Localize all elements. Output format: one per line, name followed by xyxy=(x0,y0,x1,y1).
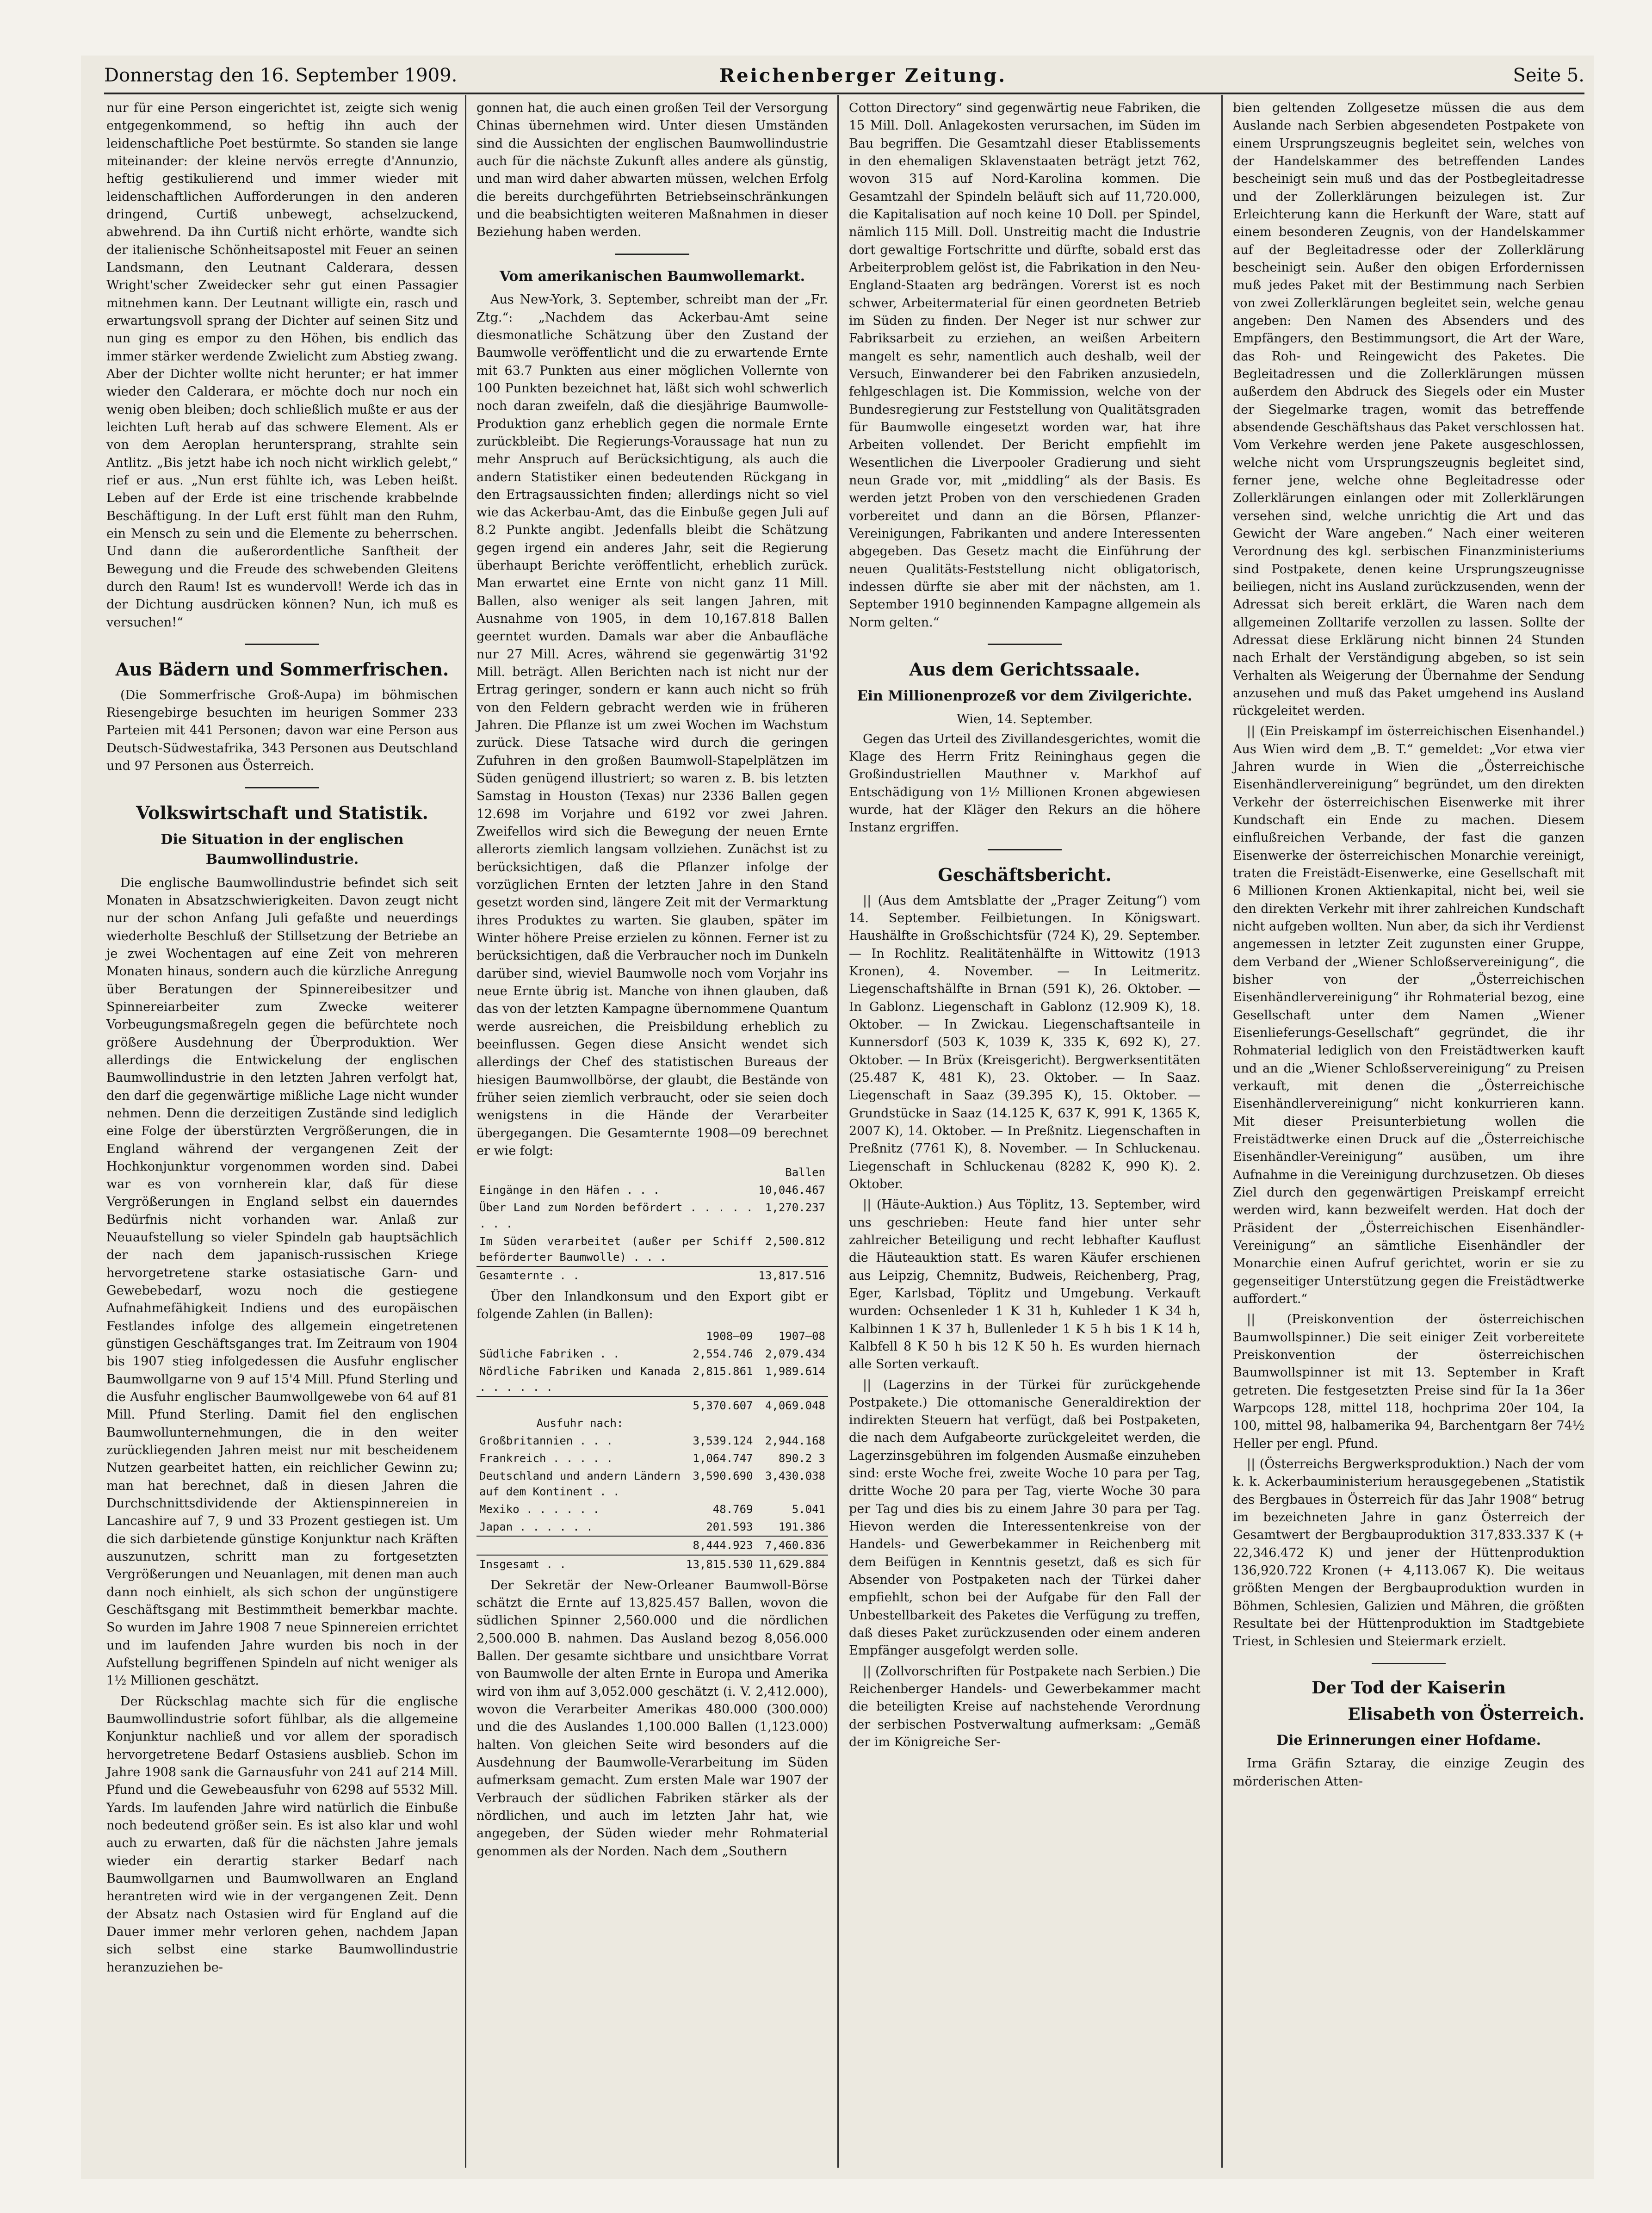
article-paragraph: || (Lagerzins in der Türkei für zurückgehende Postpakete.) Die ottomanische Generaldirektion der indirekten Steuern hat verfügt, daß bei Postpaketen, die nach dem Aufgabeorte zurückgeleitet werden, die Lagerzinsgebühren im folgenden Ausmaße einzuheben sind: erste Woche frei, zweite Woche 10 para per Tag, dritte Woche 20 para per Tag, vierte Woche 30 para per Tag und dies bis zu einem Jahre 30 para per Tag. Hievon werden die Interessentenkreise von der Handels- und Gewerbekammer in Reichenberg mit dem Beifügen in Kenntnis gesetzt, daß es sich für Absender von Postpaketen nach der Türkei daher empfiehlt, schon bei der Aufgabe für den Fall der Unbestellbarkeit des Paketes die Verfügung zu treffen, daß dieses Paket zurückzusenden oder einem anderen Empfänger ausgefolgt werden solle. xyxy=(849,1377,1200,1658)
separator-rule xyxy=(615,254,689,255)
article-subheading: Die Erinnerungen einer Hofdame. xyxy=(1276,1732,1541,1748)
article-continuation: Cotton Directory“ sind gegenwärtig neue Fabriken, die 15 Mill. Doll. Anlagekosten verursachen, im Süden im Bau begriffen. Die Gesamtzahl dieser Etablissements in den ehemaligen Sklavenstaaten beträgt jetzt 762, wovon 315 auf Nord-Karolina kommen. Die Gesamtzahl der Spindeln beläuft sich auf 11,720.000, die Kapitalisation auf noch keine 10 Doll. per Spindel, nämlich 115 Mill. Doll. Unstreitig macht die Industrie dort gewaltige Fortschritte und dürfte, sobald erst das Arbeiterproblem gelöst ist, die Fabrikation in den Neu-England-Staaten arg bedrängen. Vorerst ist es noch schwer, Arbeitermaterial für einen geordneten Betrieb im Süden zu finden. Der Neger ist nur schwer zur Fabriksarbeit zu erziehen, an weißen Arbeitern mangelt es sehr, namentlich auch deshalb, weil der Versuch, Einwanderer bei den Fabriken anzusiedeln, fehlgeschlagen ist. Die Kommission, welche von der Bundesregierung zur Feststellung von Qualitätsgraden für Baumwolle eingesetzt worden war, hat ihre Arbeiten vollendet. Der Bericht empfiehlt im Wesentlichen die Liverpooler Gradierung und sieht neun Grade vor, mit „middling“ als der Basis. Es werden jetzt Proben von den verschiedenen Graden vorbereitet und dann an die Börsen, Pflanzer-Vereinigungen, Fabrikanten und andere Interessenten abgegeben. Das Gesetz macht die Einführung der neuen Qualitäts-Feststellung nicht obligatorisch, indessen dürfte sie aber mit der nächsten, am 1. September 1910 beginnenden Kampagne allgemein als Norm gelten.“ xyxy=(849,101,1200,630)
consumption-table xyxy=(476,1327,828,1573)
table-cell-label: Nördliche Fabriken und Kanada . . . . . . xyxy=(479,1364,681,1394)
table-cell-value: 201.593 xyxy=(706,1520,753,1534)
table-cell-label: Mexiko . . . . . . xyxy=(479,1503,600,1516)
table-cell-label: Insgesamt . . xyxy=(476,1555,683,1573)
table-cell-value: 2,500.812 xyxy=(765,1234,825,1248)
article-paragraph: || (Aus dem Amtsblatte der „Prager Zeitung“) vom 14. September. Feilbietungen. In Königswart. Haushälfte in Großschichtsfür (724 K), 29. September. — In Rochlitz. Realitätenhälfte in Wittowitz (1913 Kronen), 4. November. — In Leitmeritz. Liegenschaftshälfte in Brnan (591 K), 26. Oktober. — In Gablonz. Liegenschaft in Gablonz (12.909 K), 18. Oktober. — In Zwickau. Liegenschaftsanteile in Kunnersdorf (503 K, 1039 K, 335 K, 692 K), 27. Oktober. — In Brüx (Kreisgericht). Bergwerksentitäten (25.487 K, 481 K), 23. Oktober. — In Saaz. Liegenschaft in Saaz (39.395 K), 15. Oktober. — Grundstücke in Saaz (14.125 K, 637 K, 991 K, 1365 K, 2007 K), 14. Oktober. — In Preßnitz. Liegenschaften in Preßnitz (7761 K), 8. November. — In Schluckenau. Liegenschaft in Schluckenau (8282 K, 990 K). 2. Oktober. xyxy=(849,893,1200,1191)
table-cell-value: 13,815.530 xyxy=(683,1555,756,1573)
table-row xyxy=(476,1266,828,1284)
table-cell-value: 3,590.690 xyxy=(693,1469,753,1483)
article-paragraph: Der Sekretär der New-Orleaner Baumwoll-Börse schätzt die Ernte auf 13,825.457 Ballen, wovon die südlichen Spinner 2,560.000 und die nördlichen 2,500.000 B. nahmen. Das Ausland bezog 8,056.000 Ballen. Der gesamte sichtbare und unsichtbare Vorrat von Baumwolle der alten Ernte in Europa und Amerika wird von ihm auf 3,052.000 geschätzt (i. V. 2,412.000), wovon die Verarbeiter Amerikas 480.000 (300.000) und die des Auslandes 1,100.000 Ballen (1,123.000) halten. Von gleichen Seite wird besonders auf die Ausdehnung der Baumwolle-Verarbeitung im Süden aufmerksam gemacht. Zum ersten Male war 1907 der Verbrauch der südlichen Fabriken stärker als der nördlichen, und auch im letzten Jahr hat, wie angegeben, der Süden wieder mehr Rohmaterial genommen als der Norden. Nach dem „Southern xyxy=(476,1578,828,1859)
section-heading-gerichtssaal: Aus dem Gerichtssaale. xyxy=(909,658,1140,680)
article-heading-line2: Elisabeth von Österreich. xyxy=(1348,1704,1584,1724)
table-header: 1907—08 xyxy=(778,1329,825,1343)
table-cell-value: 1,270.237 xyxy=(765,1201,825,1215)
dateline: Wien, 14. September. xyxy=(957,712,1093,727)
table-cell-label: Südliche Fabriken . . xyxy=(479,1347,620,1360)
separator-rule xyxy=(245,787,319,788)
article-paragraph: Die englische Baumwollindustrie befindet sich seit Monaten in Absatzschwierigkeiten. Davon zeugt nicht nur der schon Anfang Juli gefaßte und neuerdings wiederholte Beschluß der Stillsetzung der Betriebe an je zwei Wochentagen auf eine Zeit von mehreren Monaten hinaus, sondern auch die kürzliche Anregung über Beratungen der Spinnereibesitzer und Spinnereiarbeiter zum Zwecke weiterer Vorbeugungsmaßregeln gegen die befürchtete noch größere Ausdehnung der Überproduktion. Wer allerdings die Entwickelung der englischen Baumwollindustrie in den letzten Jahren verfolgt hat, den darf die gegenwärtige mißliche Lage nicht wunder nehmen. Denn die derzeitigen Zustände sind lediglich eine Folge der überstürzten Vergrößerungen, die in England während der vergangenen Zeit der Hochkonjunktur vorgenommen worden sind. Dabei war es von vornherein klar, daß für diese Vergrößerungen in England selbst ein dauerndes Bedürfnis nicht vorhanden war. Anlaß zur Neuaufstellung so vieler Spindeln gab hauptsächlich der nach dem japanisch-russischen Kriege hervorgetretene starke ostasiatische Garn- und Gewebebedarf, wozu noch die gestiegene Aufnahmefähigkeit Indiens und des europäischen Festlandes infolge des allgemein eingetretenen günstigen Geschäftsganges trat. Im Zeitraum von 1904 bis 1907 stieg infolgedessen die Ausfuhr englischer Baumwollgarne von 9 auf 15'4 Mill. Pfund Sterling und die Ausfuhr englischer Baumwollgewebe von 64 auf 81 Mill. Pfund Sterling. Damit fiel den englischen Baumwollunternehmungen, die in den weiter zurückliegenden Jahren meist nur mit bescheidenem Nutzen gearbeitet hatten, ein reichlicher Gewinn zu; man hat berechnet, daß in diesen Jahren die Durchschnittsdividende der Aktienspinnereien in Lancashire auf 7, 9 und 33 Prozent gestiegen ist. Um die sich darbietende günstige Konjunktur nach Kräften auszunutzen, schritt man zu fortgesetzten Vergrößerungen und Neuanlagen, mit denen man auch dann noch einhielt, als sich schon der ungünstigere Geschäftsgang mit Bestimmtheit bemerkbar machte. So wurden im Jahre 1908 7 neue Spinnereien errichtet und im laufenden Jahre wurden bis noch in der Aufstellung begriffenen Spindeln auf nicht weniger als 1½ Millionen geschätzt. xyxy=(106,875,458,1688)
article-paragraph: Gegen das Urteil des Zivillandesgerichtes, womit die Klage des Herrn Fritz Reininghaus gegen die Großindustriellen Mauthner v. Markhof auf Entschädigung von 1½ Millionen Kronen abgewiesen wurde, hat der Kläger den Rekurs an die höhere Instanz ergriffen. xyxy=(849,731,1200,835)
table-row xyxy=(476,1500,828,1518)
table-header: Ballen xyxy=(785,1166,825,1179)
table-cell-value: 1,989.614 xyxy=(765,1364,825,1378)
table-cell-label: Ausfuhr nach: xyxy=(536,1416,624,1430)
table-row xyxy=(476,1450,828,1467)
article-subheading: Die Situation in der englischen Baumwollindustrie. xyxy=(161,831,404,868)
section-heading-volkswirtschaft: Volkswirtschaft und Statistik. xyxy=(136,802,428,824)
table-row xyxy=(476,1536,828,1555)
table-row xyxy=(476,1345,828,1363)
table-cell-value: 191.386 xyxy=(778,1520,825,1534)
masthead xyxy=(104,65,1584,93)
masthead-date: Donnerstag den 16. September 1909. xyxy=(104,65,458,86)
separator-rule xyxy=(1372,1663,1446,1664)
table-cell-value: 3,430.038 xyxy=(765,1469,825,1483)
table-row xyxy=(476,1518,828,1536)
table-cell-label: Eingänge in den Häfen . . . xyxy=(479,1184,660,1197)
table-row xyxy=(476,1432,828,1450)
article-paragraph: || (Österreichs Bergwerksproduktion.) Nach der vom k. k. Ackerbauministerium herausgegebenen „Statistik des Bergbaues in Österreich für das Jahr 1908“ betrug im bezeichneten Jahre in ganz Österreich der Gesamtwert der Bergbauproduktion 317,833.337 K (+ 22,346.472 K) und jener der Hüttenproduktion 136,920.722 Kronen (+ 4,113.067 K). Die weitaus größten Mengen der Bergbauproduktion wurden in Böhmen, Schlesien, Galizien und Mähren, die größten Resultate bei der Hüttenproduktion im Stadtgebiete Triest, in Schlesien und Steiermark erzielt. xyxy=(1233,1457,1584,1649)
table-cell-label: Frankreich . . . . . xyxy=(479,1452,613,1465)
column-2 xyxy=(476,99,828,1863)
table-cell-value: 2,815.861 xyxy=(693,1364,753,1378)
table-cell-value: 48.769 xyxy=(712,1503,753,1516)
table-cell-value: 7,460.836 xyxy=(756,1536,829,1555)
separator-rule xyxy=(245,644,319,645)
table-cell-label xyxy=(476,1396,683,1414)
table-cell-value xyxy=(683,1414,756,1432)
article-heading-baumwollemarkt: Vom amerikanischen Baumwollemarkt. xyxy=(499,268,805,285)
table-row xyxy=(476,1199,828,1232)
table-cell-value: 2,554.746 xyxy=(693,1347,753,1360)
column-rule xyxy=(465,95,466,2168)
masthead-title: Reichenberger Zeitung. xyxy=(719,65,1007,87)
table-cell-value: 8,444.923 xyxy=(683,1536,756,1555)
table-cell-value xyxy=(756,1414,829,1432)
table-row xyxy=(476,1363,828,1396)
table-cell-label: Über Land zum Norden befördert . . . . . . . . xyxy=(479,1201,753,1230)
table-cell-value: 5.041 xyxy=(792,1503,825,1516)
table-cell-value: 5,370.607 xyxy=(683,1396,756,1414)
table-cell-label: Gesamternte . . xyxy=(476,1266,756,1284)
table-cell-label: Großbritannien . . . xyxy=(479,1434,613,1447)
column-rule xyxy=(837,95,839,2168)
separator-rule xyxy=(988,849,1062,850)
table-row xyxy=(476,1555,828,1573)
article-paragraph: Über den Inlandkonsum und den Export gibt er folgende Zahlen (in Ballen): xyxy=(476,1289,828,1322)
table-cell-label: Deutschland und andern Ländern auf dem Kontinent . . xyxy=(479,1469,681,1499)
table-row xyxy=(476,1396,828,1414)
article-paragraph: || (Ein Preiskampf im österreichischen Eisenhandel.) Aus Wien wird dem „B. T.“ gemeldet: „Vor etwa vier Jahren wurde in Wien die „Österreichische Eisenhändlervereinigung“ begründet, um den direkten Verkehr der österreichischen Eisenwerke mit ihrer Kundschaft ein Ende zu machen. Diesem einflußreichen Verbande, der fast die ganzen Eisenwerke der österreichischen Monarchie vereinigt, traten die Freistädt-Eisenwerke, eine Gesellschaft mit 6 Millionen Kronen Aktienkapital, nicht bei, weil sie den direkten Verkehr mit ihrer zahlreichen Kundschaft nicht aufgeben wollten. Nun aber, da sich ihr Verdienst angemessen in letzter Zeit zugunsten einer Gruppe, dem Verband der „Wiener Schloßservereinigung“, die bisher von der „Österreichischen Eisenhändlervereinigung“ ihr Rohmaterial bezog, eine Gesellschaft unter dem Namen „Wiener Eisenlieferungs-Gesellschaft“ gegründet, die ihr Rohmaterial lediglich von den Freistädtwerken kauft und an die „Wiener Schloßservereinigung“ zu Preisen verkauft, mit denen die „Österreichische Eisenhändlervereinigung“ nicht konkurrieren kann. Mit dieser Preisunterbietung wollen die Freistädtwerke einen Druck auf die „Österreichische Eisenhändler-Vereinigung“ ausüben, um ihre Aufnahme in die Vereinigung durchzusetzen. Ob dieses Ziel durch den gegenwärtigen Preiskampf erreicht werden wird, kann bezweifelt werden. Hat doch der Präsident der „Österreichischen Eisenhändler-Vereinigung“ an sämtliche Eisenhändler der Monarchie einen Aufruf gerichtet, worin er sie zu gegenseitiger Unterstützung gegen die Freistädtwerke auffordert.“ xyxy=(1233,724,1584,1306)
table-cell-value: 1,064.747 xyxy=(693,1452,753,1465)
table-cell-label: Im Süden verarbeitet (außer per Schiff beförderter Baumwolle) . . . xyxy=(479,1234,753,1264)
article-paragraph: Aus New-York, 3. September, schreibt man der „Fr. Ztg.“: „Nachdem das Ackerbau-Amt seine diesmonatliche Schätzung über den Zustand der Baumwolle veröffentlicht und die zu erwartende Ernte mit 63.7 Punkten aus einer möglichen Vollernte von 100 Punkten bezeichnet hat, läßt sich wohl schwerlich noch daran zweifeln, daß die diesjährige Baumwolle-Produktion ganz erheblich gegen die normale Ernte zurückbleibt. Die Regierungs-Voraussage hat nun zu mehr Anspruch auf Berücksichtigung, als auch die andern Statistiker einen bedeutenden Rückgang in den Ertragsaussichten finden; allerdings nicht so viel wie das Ackerbau-Amt, das die Einbuße gegen Juli auf 8.2 Punkte angibt. Jedenfalls bleibt die Schätzung gegen irgend ein anderes Jahr, seit die Regierung überhaupt Berichte veröffentlicht, erheblich zurück. Man erwartet eine Ernte von nicht ganz 11 Mill. Ballen, also weniger als seit langen Jahren, mit Ausnahme von 1905, in dem 10,167.818 Ballen geerntet wurden. Damals war aber die Anbaufläche nur 27 Mill. Acres, während sie gegenwärtig 31'92 Mill. beträgt. Allen Berichten nach ist nicht nur der Ertrag geringer, sondern er kann auch nicht so früh von den Feldern gebracht werden wie in früheren Jahren. Die Pflanze ist um zwei Wochen im Wachstum zurück. Diese Tatsache wird durch die geringen Zufuhren in den großen Baumwoll-Stapelplätzen im Süden genügend illustriert; so waren z. B. bis letzten Samstag in Houston (Texas) nur 2336 Ballen gegen 12.698 im Vorjahre und 6192 vor zwei Jahren. Zweifellos wird sich die Bewegung der neuen Ernte allerorts ziemlich langsam vollziehen. Zunächst ist zu berücksichtigen, daß die Pflanzer infolge der vorzüglichen Ernten der letzten Jahre in den Stand gesetzt worden sind, längere Zeit mit der Vermarktung ihres Produktes zu warten. Sie glauben, später im Winter höhere Preise erzielen zu können. Ferner ist zu berücksichtigen, daß die Verbraucher noch im Dunkeln darüber sind, wieviel Baumwolle noch vom Vorjahr ins neue Ernte übrig ist. Manche von ihnen glauben, daß das von der letzten Kampagne übernommene Quantum werde ausreichen, die Preisbildung erheblich zu beeinflussen. Gegen diese Ansicht wendet sich allerdings der Chef des statistischen Bureaus der hiesigen Baumwollbörse, der glaubt, die Bestände von früher seien ziemlich verbraucht, oder sie seien doch wenigstens in die Hände der Verarbeiter übergegangen. Die Gesamternte 1908—09 berechnet er wie folgt: xyxy=(476,292,828,1158)
baeder-paragraph: (Die Sommerfrische Groß-Aupa) im böhmischen Riesengebirge besuchten im heurigen Sommer 233 Parteien mit 441 Personen; davon war eine Person aus Deutsch-Südwestafrika, 343 Personen aus Deutschland und 97 Personen aus Österreich. xyxy=(106,688,458,774)
table-row xyxy=(476,1414,828,1432)
section-heading-geschaeftsbericht: Geschäftsbericht. xyxy=(938,864,1112,885)
article-subheading: Ein Millionenprozeß vor dem Zivilgerichte. xyxy=(857,688,1193,704)
masthead-page-number: Seite 5. xyxy=(1513,65,1584,86)
article-paragraph: || (Häute-Auktion.) Aus Töplitz, 13. September, wird uns geschrieben: Heute fand hier unter sehr zahlreicher Beteiligung und recht lebhafter Kauflust die Häuteauktion statt. Es waren Käufer erschienen aus Leipzig, Chemnitz, Budweis, Reichenberg, Prag, Eger, Karlsbad, Töplitz und Umgebung. Verkauft wurden: Ochsenleder 1 K 31 h, Kuhleder 1 K 34 h, Kalbinnen 1 K 37 h, Bullenleder 1 K 5 h bis 1 K 14 h, Kalbfell 8 K 50 h bis 12 K 50 h. Es wurden hiernach alle Sorten verkauft. xyxy=(849,1197,1200,1372)
table-cell-value: 10,046.467 xyxy=(758,1184,825,1197)
article-paragraph: || (Preiskonvention der österreichischen Baumwollspinner.) Die seit einiger Zeit vorbereitete Preiskonvention der österreichischen Baumwollspinner ist mit 13. September in Kraft getreten. Die festgesetzten Preise sind für Ia 1a 36er Warpcops 128, mittel 118, hochprima 20er 104, Ia 100, mittel 98, halbamerika 94, Barchentgarn 8er 74½ Heller per engl. Pfund. xyxy=(1233,1312,1584,1451)
column-rule xyxy=(1221,95,1223,2168)
article-paragraph: Der Rückschlag machte sich für die englische Baumwollindustrie sofort fühlbar, als die allgemeine Konjunktur nachließ und vor allem der sporadisch hervorgetretene Bedarf Ostasiens ausblieb. Schon im Jahre 1908 sank die Garnausfuhr von 241 auf 214 Mill. Pfund und die Gewebeausfuhr von 6298 auf 5532 Mill. Yards. Im laufenden Jahre wird natürlich die Einbuße noch bedeutend größer sein. Es ist also klar und wohl auch zu erwarten, daß für die nächsten Jahre jemals wieder ein derartig starker Bedarf nach Baumwollgarnen und Baumwollwaren an England herantreten wird wie in der vergangenen Zeit. Denn der Absatz nach Ostasien wird für England auf die Dauer immer mehr verloren gehen, nachdem Japan sich selbst eine starke Baumwollindustrie heranzuziehen be- xyxy=(106,1694,458,1975)
table-cell-value: 2,079.434 xyxy=(765,1347,825,1360)
table-row xyxy=(476,1467,828,1500)
table-row xyxy=(476,1181,828,1199)
column-4 xyxy=(1233,99,1584,1793)
table-cell-label: Japan . . . . . . xyxy=(479,1520,593,1534)
column-3 xyxy=(849,99,1200,1754)
table-cell-value: 2,944.168 xyxy=(765,1434,825,1447)
article-continuation: gonnen hat, die auch einen großen Teil der Versorgung Chinas übernehmen wird. Unter diesen Umständen sind die Aussichten der englischen Baumwollindustrie auch für die nächste Zukunft alles andere als günstig, und man wird daher abwarten müssen, welchen Erfolg die bereits durchgeführten Betriebseinschränkungen und die beabsichtigten weiteren Maßnahmen in dieser Beziehung haben werden. xyxy=(476,101,828,240)
table-cell-label xyxy=(476,1536,683,1555)
article-continuation: bien geltenden Zollgesetze müssen die aus dem Auslande nach Serbien abgesendeten Postpakete von einem Ursprungszeugnis begleitet sein, welches von der Handelskammer des betreffenden Landes bescheinigt sein muß und das der Postbegleitadresse und der Zollerklärungen beizulegen ist. Zur Erleichterung kann die Herkunft der Ware, statt auf einem besonderen Zeugnis, von der Handelskammer auf der Begleitadresse oder der Zollerklärung bescheinigt sein. Außer den obigen Erfordernissen muß jedes Paket mit der Bestimmung nach Serbien von zwei Zollerklärungen begleitet sein, welche genau angeben: Den Namen des Absenders und des Empfängers, den Bestimmungsort, die Art der Ware, das Roh- und Reingewicht des Paketes. Die Begleitadressen und die Zollerklärungen müssen außerdem den Abdruck des Siegels oder ein Muster der Siegelmarke tragen, womit das betreffende absendende Geschäftshaus das Paket verschlossen hat. Vom Verkehre werden jene Pakete ausgeschlossen, welche nicht vom Ursprungszeugnis begleitet sind, ferner jene, welche ohne Begleitadresse oder Zollerklärungen einlangen oder mit Zollerklärungen versehen sind, welche unrichtig die Art und das Gewicht der Ware angeben.“ Nach einer weiteren Verordnung des kgl. serbischen Finanzministeriums sind Postpakete, denen keine Ursprungszeugnisse beiliegen, nicht ins Ausland zurückzusenden, wenn der Adressat sich bereit erklärt, die Waren nach dem allgemeinen Zolltarife verzollen zu lassen. Sollte der Adressat diese Erklärung nicht binnen 24 Stunden nach Erhalt der Verständigung abgeben, so ist sein Verhalten als Weigerung der Übernahme der Sendung anzusehen und muß das Paket umgehend ins Ausland rückgeleitet werden. xyxy=(1233,101,1584,719)
section-heading-baeder: Aus Bädern und Sommerfrischen. xyxy=(115,658,449,680)
table-cell-value: 890.2 3 xyxy=(778,1452,825,1465)
table-cell-value: 11,629.884 xyxy=(756,1555,829,1573)
table-header: 1908—09 xyxy=(706,1329,753,1343)
table-cell-value: 4,069.048 xyxy=(756,1396,829,1414)
article-paragraph: Irma Gräfin Sztaray, die einzige Zeugin des mörderischen Atten- xyxy=(1233,1756,1584,1789)
table-row xyxy=(476,1233,828,1266)
article-paragraph: || (Zollvorschriften für Postpakete nach Serbien.) Die Reichenberger Handels- und Gewerbekammer macht die beteiligten Kreise auf nachstehende Verordnung der serbischen Postverwaltung aufmerksam: „Gemäß der im Königreiche Ser- xyxy=(849,1664,1200,1750)
article-continuation: nur für eine Person eingerichtet ist, zeigte sich wenig entgegenkommend, so heftig ihn auch der leidenschaftliche Poet bestürmte. So standen sie lange miteinander: der kleine nervös erregte d'Annunzio, heftig gestikulierend und immer wieder mit leidenschaftlichen Aufforderungen in den anderen dringend, Curtiß unbewegt, achselzuckend, abwehrend. Da ihn Curtiß nicht erhörte, wandte sich der italienische Schönheitsapostel mit Feuer an seinen Landsmann, den Leutnant Calderara, dessen Wright'scher Zweidecker sehr gut einen Passagier mitnehmen kann. Der Leutnant willigte ein, rasch und erwartungsvoll sprang der Dichter auf seinen Sitz und nun ging es empor zu den Höhen, bis endlich das immer stärker werdende Zwielicht zum Abstieg zwang. Aber der Dichter wollte nicht herunter; er hat immer wieder den Calderara, er möchte doch nur noch ein wenig oben bleiben; doch schließlich mußte er aus der leichten Luft herab auf das schwere Element. Als er von dem Aeroplan heruntersprang, strahlte sein Antlitz. „Bis jetzt habe ich noch nicht wirklich gelebt,“ rief er aus. „Nun erst fühlte ich, was Leben heißt. Leben auf der Erde ist eine trischende krabbelnde Beschäftigung. In der Luft erst fühlt man den Ruhm, ein Mensch zu sein und die Elemente zu beherrschen. Und dann die außerordentliche Sanftheit der Bewegung und die Freude des schwebenden Gleitens durch den Raum! Ist es wundervoll! Werde ich das in der Dichtung ausdrücken können? Nun, ich muß es versuchen!“ xyxy=(106,101,458,630)
masthead-rule xyxy=(104,93,1584,94)
separator-rule xyxy=(988,644,1062,645)
harvest-table xyxy=(476,1164,828,1284)
table-cell-value: 3,539.124 xyxy=(693,1434,753,1447)
table-cell-value: 13,817.516 xyxy=(756,1266,829,1284)
column-1 xyxy=(106,99,458,1979)
article-heading-line1: Der Tod der Kaiserin xyxy=(1312,1678,1506,1698)
